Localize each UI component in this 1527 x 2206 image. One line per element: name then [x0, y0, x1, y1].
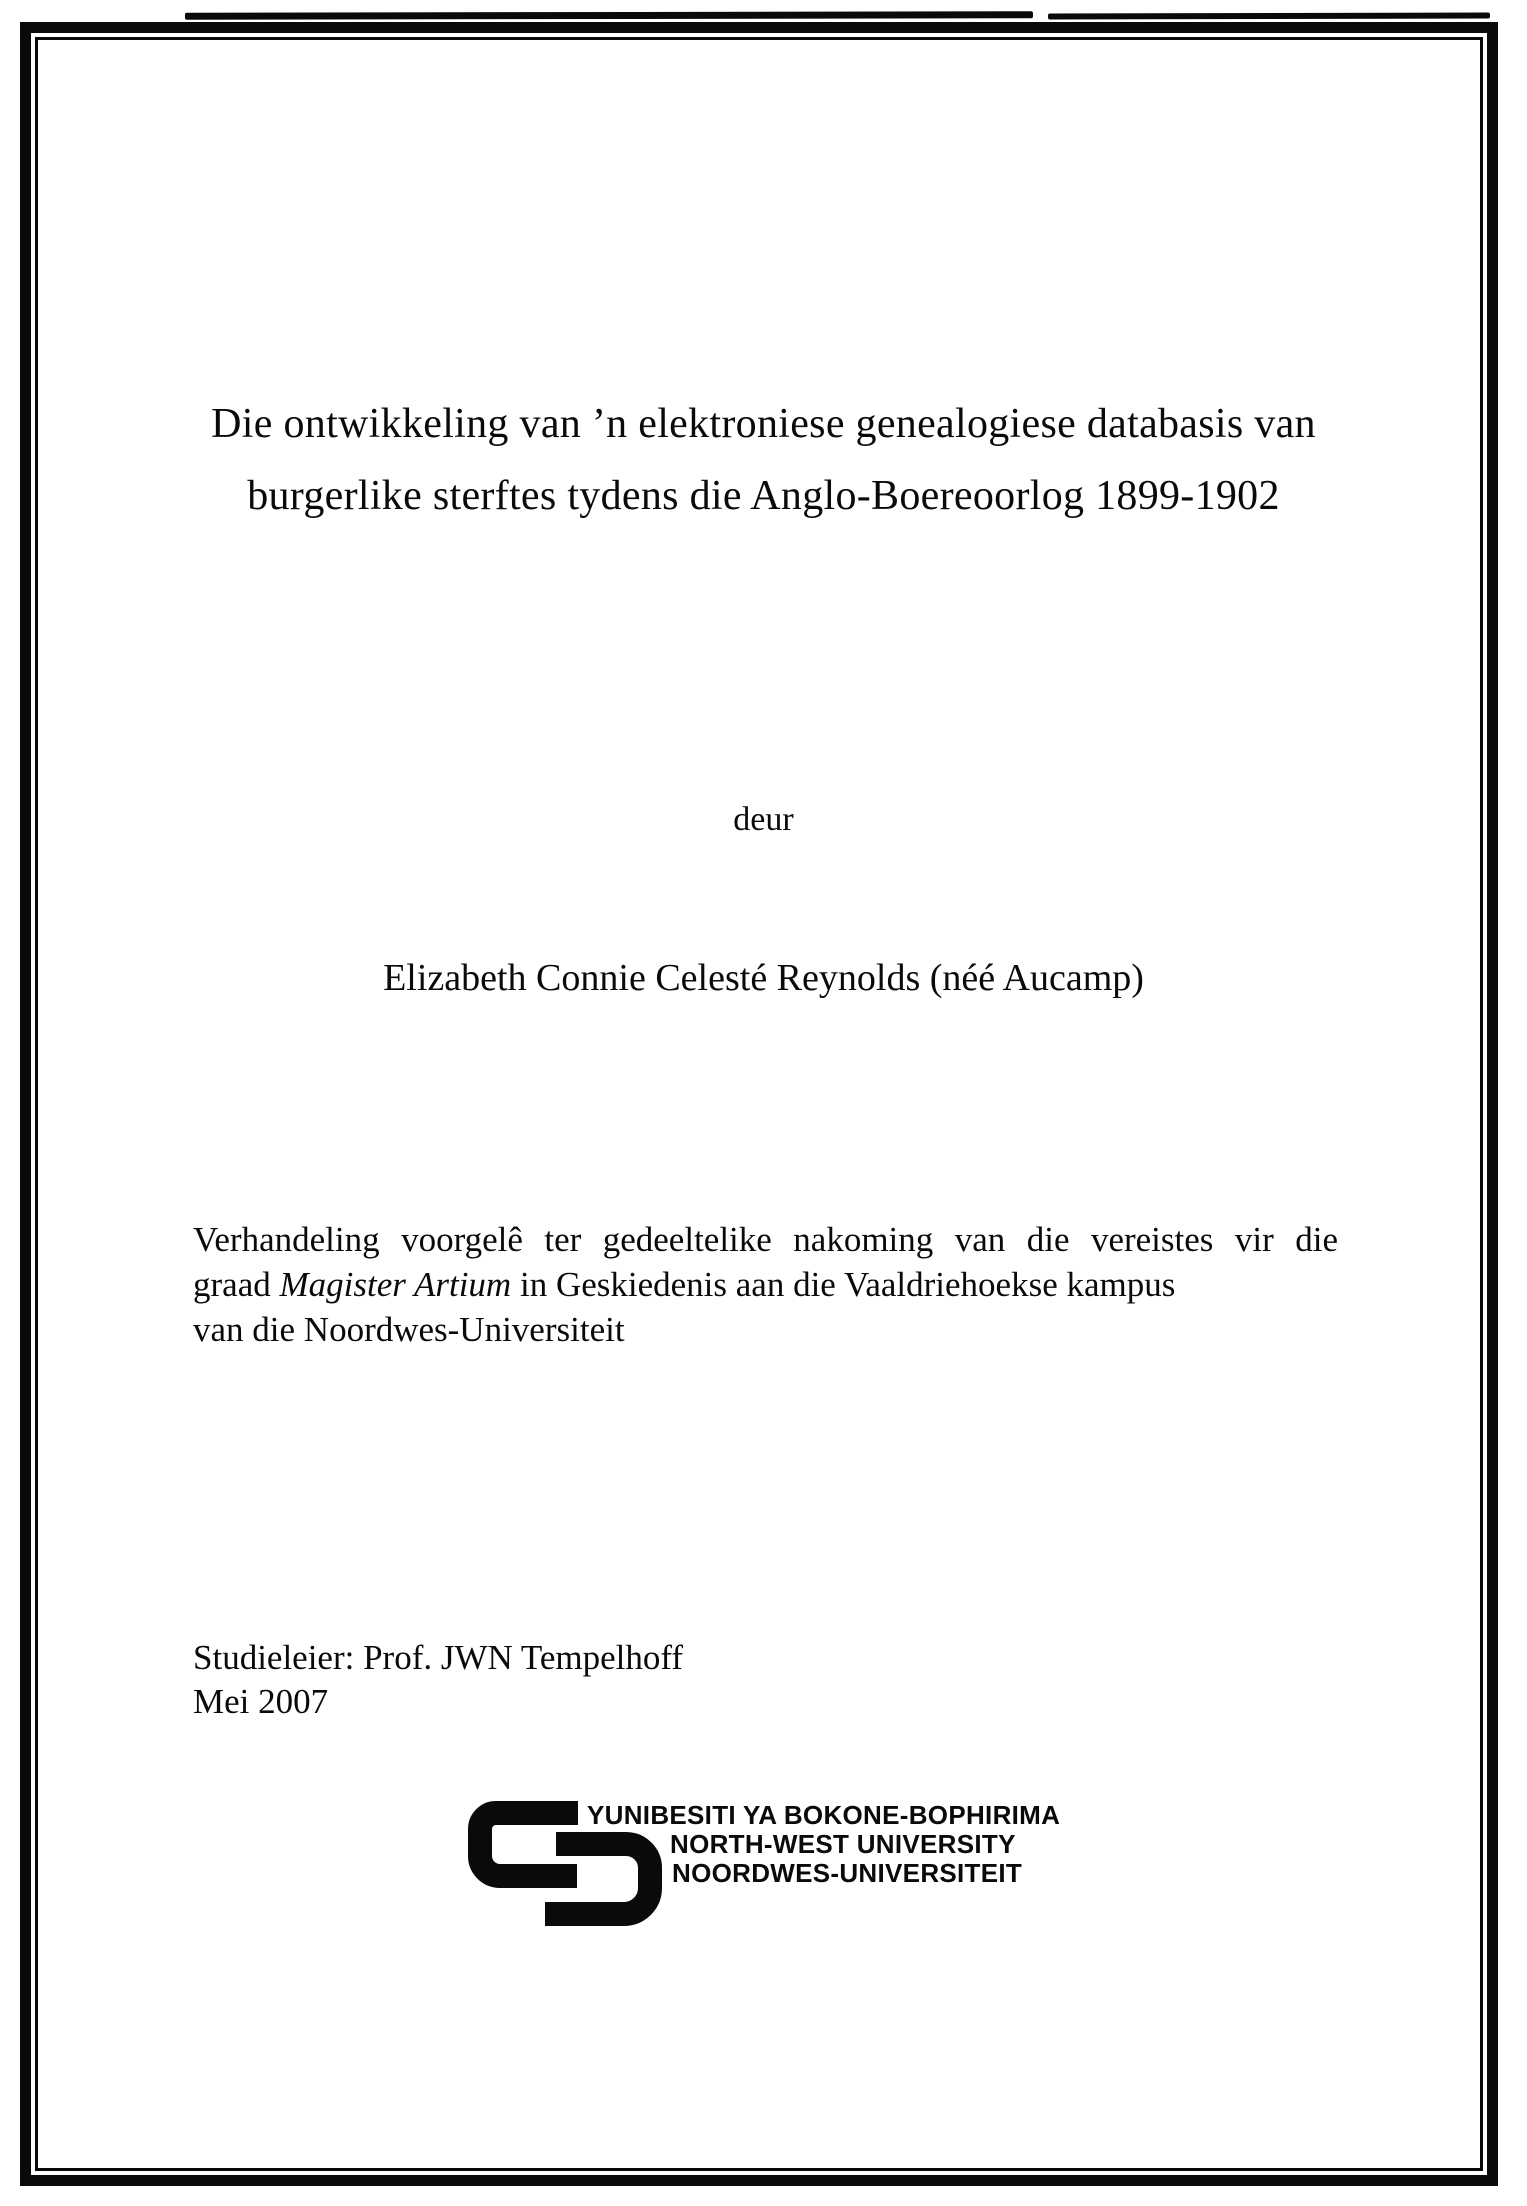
declaration-line3: van die Noordwes-Universiteit [193, 1310, 625, 1349]
thesis-title-line1: Die ontwikkeling van ’n elektroniese genealogiese databasis van [211, 401, 1316, 447]
byline-label: deur [733, 801, 794, 838]
scan-edge-artifact [185, 11, 1033, 19]
supervisor-line: Studieleier: Prof. JWN Tempelhoff [193, 1638, 684, 1677]
degree-name-italic: Magister Artium [279, 1265, 512, 1304]
thesis-title [40, 388, 1487, 532]
declaration-line2-suffix: in Geskiedenis aan die Vaaldriehoekse kampus [511, 1265, 1176, 1304]
author-name: Elizabeth Connie Celesté Reynolds (néé Aucamp) [383, 957, 1144, 999]
scan-edge-artifact [1048, 13, 1490, 20]
thesis-title-line2: burgerlike sterftes tydens die Anglo-Boereoorlog 1899-1902 [247, 473, 1280, 519]
logo-text-afrikaans: NOORDWES-UNIVERSITEIT [672, 1858, 1023, 1888]
declaration-line2-prefix: graad [193, 1265, 280, 1304]
degree-declaration [193, 1217, 1338, 1352]
declaration-line2 [193, 1262, 1338, 1307]
declaration-line1: Verhandeling voorgelê ter gedeeltelike nakoming van die vereistes vir die [193, 1220, 1338, 1259]
date-line: Mei 2007 [193, 1682, 329, 1721]
supervisor-block [193, 1636, 683, 1724]
logo-text-setswana: YUNIBESITI YA BOKONE-BOPHIRIMA [587, 1800, 1061, 1830]
logo-text-english: NORTH-WEST UNIVERSITY [670, 1829, 1016, 1859]
